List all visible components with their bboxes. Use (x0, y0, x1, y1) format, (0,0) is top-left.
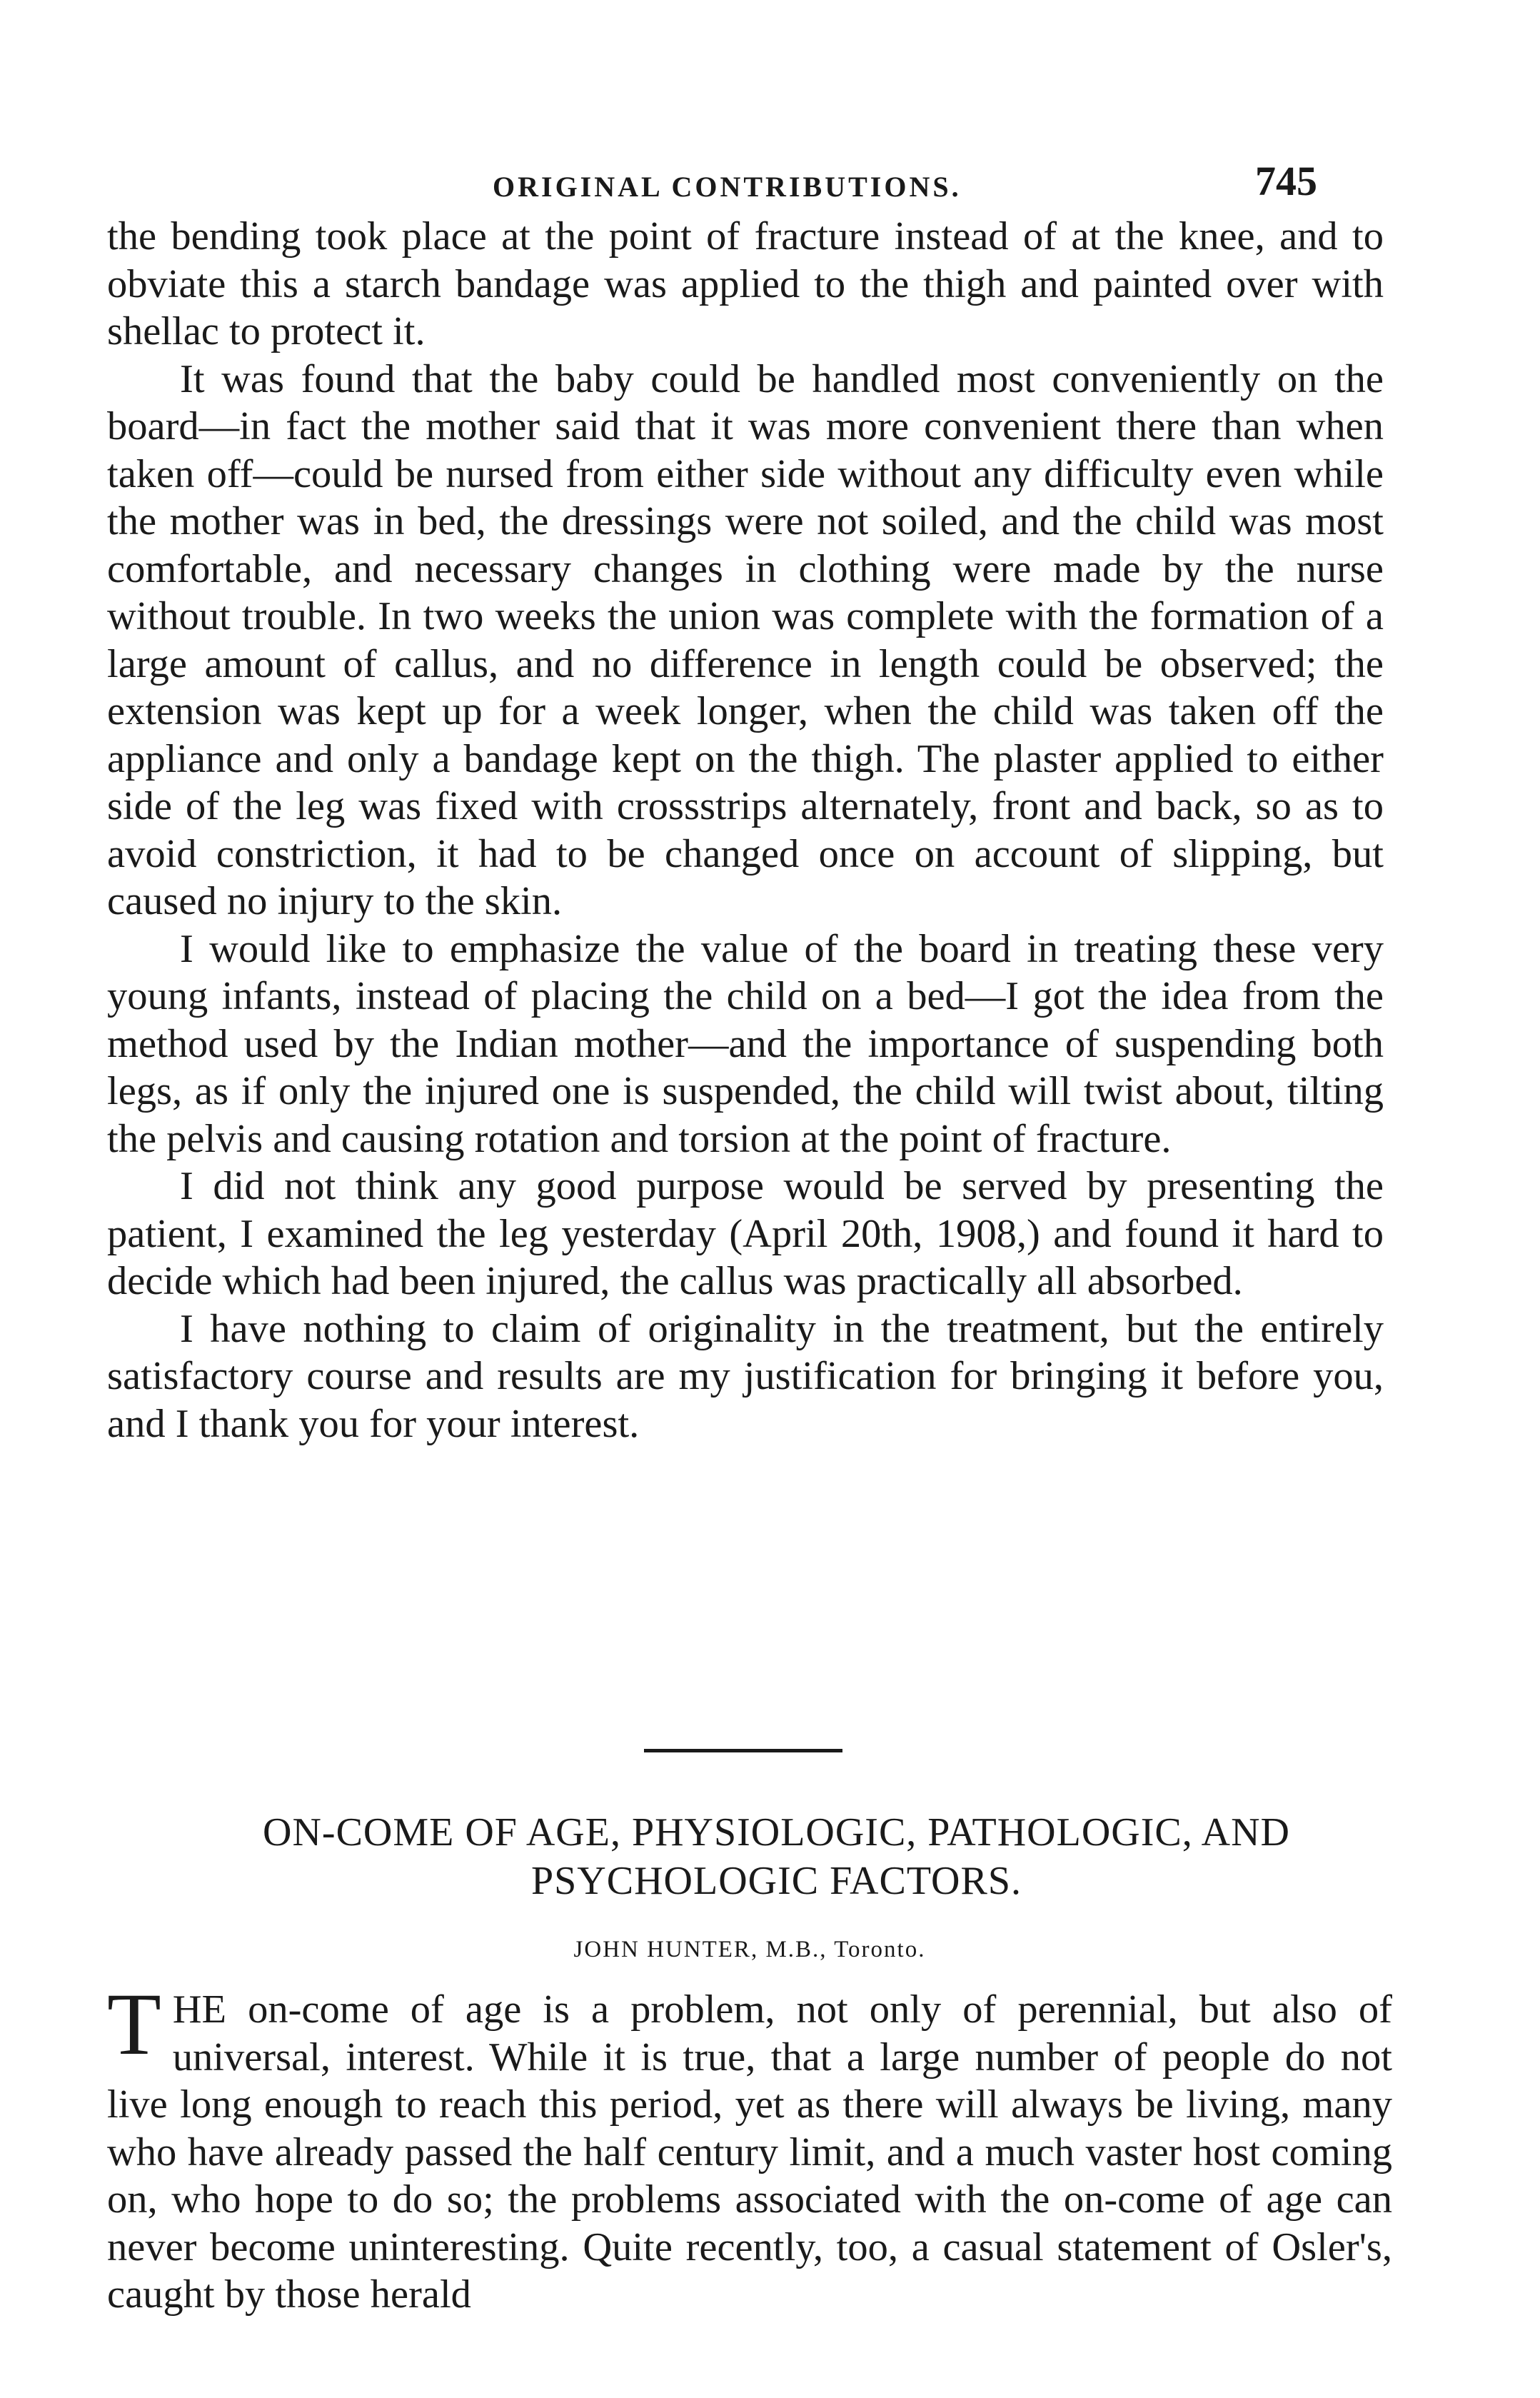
article-title-line: ON-COME OF AGE, PHYSIOLOGIC, PATHOLOGIC, AND (263, 1810, 1290, 1855)
drop-cap: T (107, 1975, 161, 2073)
paragraph: I would like to emphasize the value of the board in treating these very young infants, instead of placing the child on a bed—I got the idea from the method used by the Indian mother—and the importance of suspending both legs, as if only the injured one is suspended, the child will twist about, tilting the pelvis and causing rotation and torsion at the point of fracture. (107, 926, 1384, 1161)
paragraph: I did not think any good purpose would be served by presenting the patient, I examined the leg yesterday (April 20th, 1908,) and found it hard to decide which had been injured, the callus was practically all absorbed. (107, 1164, 1384, 1303)
page-number: 745 (1255, 158, 1317, 204)
paragraph (107, 1975, 1392, 2319)
paragraph: I have nothing to claim of originality in the treatment, but the entirely satisfactory course and results are my justification for bringing it before you, and I thank you for your interest. (107, 1306, 1384, 1446)
paragraph: the bending took place at the point of fracture instead of at the knee, and to obviate this a starch bandage was applied to the thigh and painted over with shellac to protect it. (107, 214, 1384, 353)
previous-article-body (107, 213, 1384, 1448)
article-title-line: PSYCHOLOGIC FACTORS. (531, 1859, 1022, 1903)
running-head: ORIGINAL CONTRIBUTIONS. (493, 171, 962, 203)
section-divider (644, 1749, 842, 1752)
paragraph-text: on-come of age is a problem, not only of perennial, but also of universal, interest. While it is true, that a large number of people do not live long enough to reach this period, yet as there will always be living, many who have already passed the half century limit, and a much vaster host coming on, who hope to do so; the problems associated with the on-come of age can never become uninteresting. Quite recently, too, a casual statement of Osler's, caught by those herald (107, 1987, 1392, 2317)
article-title (107, 1808, 1446, 1905)
paragraph: It was found that the baby could be handled most conveniently on the board—in fact the mother said that it was more convenient there than when taken off—could be nursed from either side without any difficulty even while the mother was in bed, the dressings were not soiled, and the child was most comfortable, and necessary changes in clothing were made by the nurse without trouble. In two weeks the union was complete with the formation of a large amount of callus, and no difference in length could be observed; the extension was kept up for a week longer, when the child was taken off the appliance and only a bandage kept on the thigh. The plaster applied to either side of the leg was fixed with crossstrips alternately, front and back, so as to avoid constriction, it had to be changed once on account of slipping, but caused no injury to the skin. (107, 356, 1384, 923)
author-byline: JOHN HUNTER, M.B., Toronto. (573, 1937, 926, 1962)
first-word-caps: HE (172, 1987, 227, 2032)
article-body (107, 1975, 1392, 2319)
